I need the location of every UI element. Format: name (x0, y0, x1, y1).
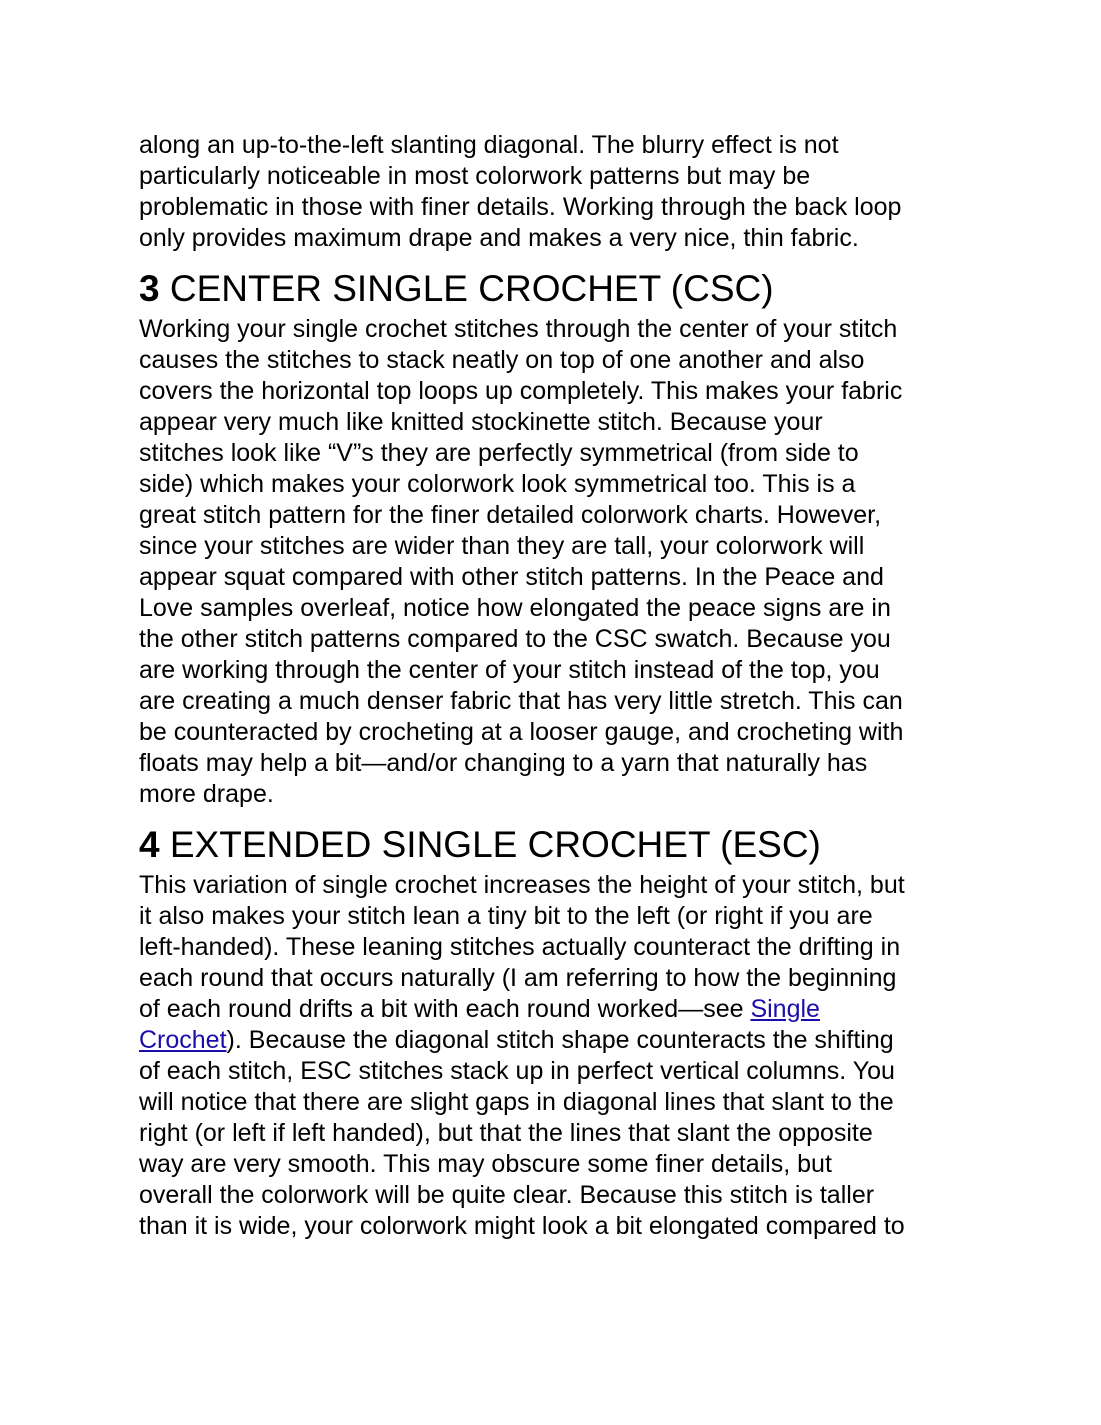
text-line: causes the stitches to stack neatly on top of one another and also (139, 346, 865, 374)
text-line: will notice that there are slight gaps in diagonal lines that slant to the (139, 1088, 894, 1116)
text-line: only provides maximum drape and makes a very nice, thin fabric. (139, 224, 859, 252)
text-line: particularly noticeable in most colorwork patterns but may be (139, 162, 811, 190)
text-line: are creating a much denser fabric that has very little stretch. This can (139, 687, 903, 715)
text-line: way are very smooth. This may obscure some finer details, but (139, 1150, 832, 1178)
text-line-with-link (139, 1025, 969, 1056)
text-line: side) which makes your colorwork look symmetrical too. This is a (139, 470, 856, 498)
text-line: are working through the center of your stitch instead of the top, you (139, 656, 880, 684)
paragraph-esc (139, 870, 969, 1242)
text-line: be counteracted by crocheting at a looser gauge, and crocheting with (139, 718, 904, 746)
text-line: of each stitch, ESC stitches stack up in perfect vertical columns. You (139, 1057, 895, 1085)
text-line: it also makes your stitch lean a tiny bit to the left (or right if you are (139, 902, 873, 930)
text-line: overall the colorwork will be quite clear. Because this stitch is taller (139, 1181, 875, 1209)
section-heading-esc (139, 825, 969, 865)
text-line: Love samples overleaf, notice how elongated the peace signs are in (139, 594, 891, 622)
text-line-with-link (139, 994, 969, 1025)
text-line: great stitch pattern for the finer detailed colorwork charts. However, (139, 501, 882, 529)
text-segment: of each round drifts a bit with each round worked—see (139, 995, 751, 1023)
section-number: 3 (139, 268, 160, 309)
section-number: 4 (139, 824, 160, 865)
section-title: CENTER SINGLE CROCHET (CSC) (169, 268, 774, 309)
text-line: the other stitch patterns compared to the CSC swatch. Because you (139, 625, 891, 653)
text-line: stitches look like “V”s they are perfectly symmetrical (from side to (139, 439, 859, 467)
text-line: appear squat compared with other stitch patterns. In the Peace and (139, 563, 884, 591)
text-line: each round that occurs naturally (I am referring to how the beginning (139, 964, 897, 992)
text-line: right (or left if left handed), but that the lines that slant the opposite (139, 1119, 873, 1147)
section-heading-csc (139, 269, 969, 309)
text-line: Working your single crochet stitches through the center of your stitch (139, 315, 898, 343)
section-title: EXTENDED SINGLE CROCHET (ESC) (169, 824, 821, 865)
text-line: appear very much like knitted stockinette stitch. Because your (139, 408, 823, 436)
text-line: along an up-to-the-left slanting diagonal. The blurry effect is not (139, 131, 839, 159)
single-crochet-link-continued[interactable]: Crochet (139, 1026, 227, 1054)
text-segment: ). Because the diagonal stitch shape counteracts the shifting (226, 1026, 894, 1054)
text-line: covers the horizontal top loops up completely. This makes your fabric (139, 377, 903, 405)
text-line: since your stitches are wider than they are tall, your colorwork will (139, 532, 865, 560)
text-line: than it is wide, your colorwork might look a bit elongated compared to (139, 1212, 905, 1240)
single-crochet-link[interactable]: Single (750, 995, 820, 1023)
text-line: problematic in those with finer details. Working through the back loop (139, 193, 902, 221)
document-page (139, 130, 969, 1242)
text-line: This variation of single crochet increases the height of your stitch, but (139, 871, 905, 899)
text-line: floats may help a bit—and/or changing to a yarn that naturally has (139, 749, 868, 777)
text-line: left-handed). These leaning stitches actually counteract the drifting in (139, 933, 901, 961)
paragraph-csc (139, 314, 969, 810)
paragraph-intro (139, 130, 969, 254)
text-line: more drape. (139, 780, 274, 808)
